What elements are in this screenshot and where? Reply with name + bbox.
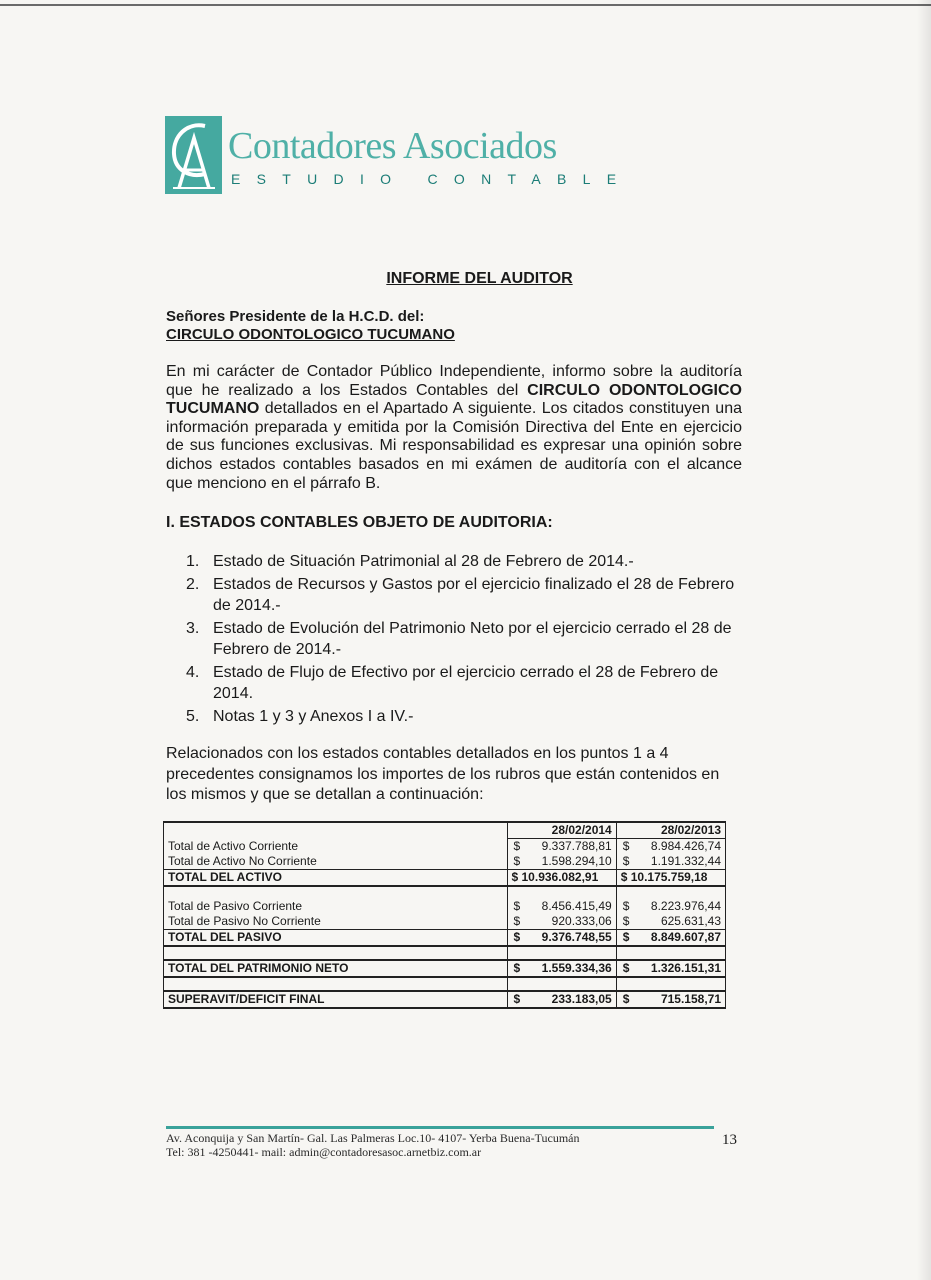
currency-sign: $ [622,899,630,913]
amount: 8.984.426,74 [650,839,721,853]
list-item [186,662,746,704]
footer-address: Av. Aconquija y San Martín- Gal. Las Palmeras Loc.10- 4107- Yerba Buena-Tucumán [166,1131,580,1145]
table-header-blank [164,822,508,839]
cell-value [616,839,725,855]
currency-sign: $ [622,961,630,975]
statements-list [186,551,746,729]
spacer-cell [616,946,725,960]
list-item-text: Estado de Situación Patrimonial al 28 de Febrero de 2014.- [213,553,634,570]
row-label: Total de Pasivo Corriente [164,899,508,914]
intro-part-2: detallados en el Apartado A siguiente. Los citados constituyen una información preparada y emitida por la Comisión Directiva del Ente en ejercicio de sus funciones exclusivas. Mi responsabilidad es expresar una opinión sobre dichos estados contables basados en mi exámen de auditoría con el alcance que menciono en el párrafo B. [166,400,742,492]
row-label: TOTAL DEL ACTIVO [164,870,508,887]
currency-sign: $ [622,930,630,944]
table-spacer [164,946,726,960]
footer [166,1131,579,1159]
amount: 1.191.332,44 [650,854,721,868]
table-spacer [164,977,726,991]
spacer-cell [164,946,508,960]
row-label: Total de Pasivo No Corriente [164,914,508,930]
currency-sign: $ [513,899,521,913]
row-label: Total de Activo Corriente [164,839,508,855]
amount: 715.158,71 [660,992,721,1006]
amount: 920.333,06 [551,914,612,928]
letterhead-logo [165,116,633,196]
amount: 8.456.415,49 [541,899,612,913]
scan-shadow [917,0,931,1280]
related-paragraph: Relacionados con los estados contables detallados en los puntos 1 a 4 precedentes consignamos los importes de los rubros que están contenidos en los mismos y que se detallan a continuación: [166,745,720,803]
table-row [164,914,726,930]
list-item [186,574,746,616]
addressee [166,308,455,344]
cell-value [507,914,616,930]
column-header-2013: 28/02/2013 [616,822,725,839]
amount: 8.223.976,44 [650,899,721,913]
currency-sign: $ [513,930,521,944]
spacer-cell [164,886,508,899]
amount: 233.183,05 [551,992,612,1006]
list-item-text: Notas 1 y 3 y Anexos I a IV.- [213,708,414,725]
list-item-number: 5. [186,708,200,725]
amount: 625.631,43 [660,914,721,928]
intro-paragraph [166,363,742,493]
currency-sign: $ [622,914,630,928]
spacer-cell [616,977,725,991]
spacer-cell [507,886,616,899]
table-row-total [164,870,726,887]
spacer-cell [164,977,508,991]
document-title-wrap [0,270,931,288]
amount: 1.559.334,36 [541,961,612,975]
scan-top-edge [0,4,931,6]
currency-sign: $ [513,854,521,868]
table-row-total [164,991,726,1008]
footer-contact: Tel: 381 -4250441- mail: admin@contadoresasoc.arnetbiz.com.ar [166,1145,482,1159]
currency-sign: $ [513,992,521,1006]
addressee-line-2: CIRCULO ODONTOLOGICO TUCUMANO [166,326,455,343]
page-number: 13 [722,1132,737,1148]
table-header-row [164,822,726,839]
currency-sign: $ [622,839,630,853]
cell-value [507,930,616,947]
amount: 9.337.788,81 [541,839,612,853]
list-item-number: 1. [186,553,200,570]
intro-part-1: En mi carácter de Contador Público Independiente, informo sobre la auditoría que he realizado a los Estados Contables del [166,363,742,399]
intro-entity: CIRCULO ODONTOLOGICO TUCUMANO [166,381,742,418]
currency-sign: $ [513,914,521,928]
cell-value [616,991,725,1008]
footer-rule [166,1126,714,1129]
column-header-2014: 28/02/2014 [507,822,616,839]
list-item [186,706,746,727]
table-row [164,854,726,870]
list-item [186,618,746,660]
firm-subtitle: ESTUDIO CONTABLE [231,171,633,187]
row-label: TOTAL DEL PATRIMONIO NETO [164,960,508,977]
row-label: TOTAL DEL PASIVO [164,930,508,947]
cell-value [507,899,616,914]
list-item-number: 4. [186,664,200,681]
firm-name: Contadores Asociados [228,125,557,167]
logo-monogram [165,116,222,194]
row-label: Total de Activo No Corriente [164,854,508,870]
cell-value [507,991,616,1008]
list-item-number: 3. [186,620,200,637]
document-title: INFORME DEL AUDITOR [386,270,573,287]
section-title: I. ESTADOS CONTABLES OBJETO DE AUDITORIA: [166,514,553,531]
cell-value [616,899,725,914]
currency-sign: $ [622,854,630,868]
table-row [164,899,726,914]
list-item-text: Estados de Recursos y Gastos por el ejercicio finalizado el 28 de Febrero de 2014.- [213,576,735,614]
cell-value [616,914,725,930]
cell-value [507,839,616,855]
cell-value: $ 10.936.082,91 [507,870,616,887]
cell-value [507,960,616,977]
spacer-cell [507,946,616,960]
amount: 9.376.748,55 [541,930,612,944]
list-item-text: Estado de Flujo de Efectivo por el ejercicio cerrado el 28 de Febrero de 2014. [213,664,719,702]
addressee-line-1: Señores Presidente de la H.C.D. del: [166,308,425,325]
amount: 1.598.294,10 [541,854,612,868]
cell-value [616,960,725,977]
balance-table [163,821,726,1009]
amount: 1.326.151,31 [650,961,721,975]
table-spacer [164,886,726,899]
table-row-total [164,960,726,977]
amount: 8.849.607,87 [650,930,721,944]
cell-value: $ 10.175.759,18 [616,870,725,887]
cell-value [616,930,725,947]
row-label: SUPERAVIT/DEFICIT FINAL [164,991,508,1008]
cell-value [507,854,616,870]
table-row-total [164,930,726,947]
list-item-text: Estado de Evolución del Patrimonio Neto por el ejercicio cerrado el 28 de Febrero de 2014.- [213,620,732,658]
spacer-cell [507,977,616,991]
currency-sign: $ [513,961,521,975]
currency-sign: $ [513,839,521,853]
spacer-cell [616,886,725,899]
currency-sign: $ [622,992,630,1006]
cell-value [616,854,725,870]
list-item-number: 2. [186,576,200,593]
table-row [164,839,726,855]
list-item [186,551,746,572]
